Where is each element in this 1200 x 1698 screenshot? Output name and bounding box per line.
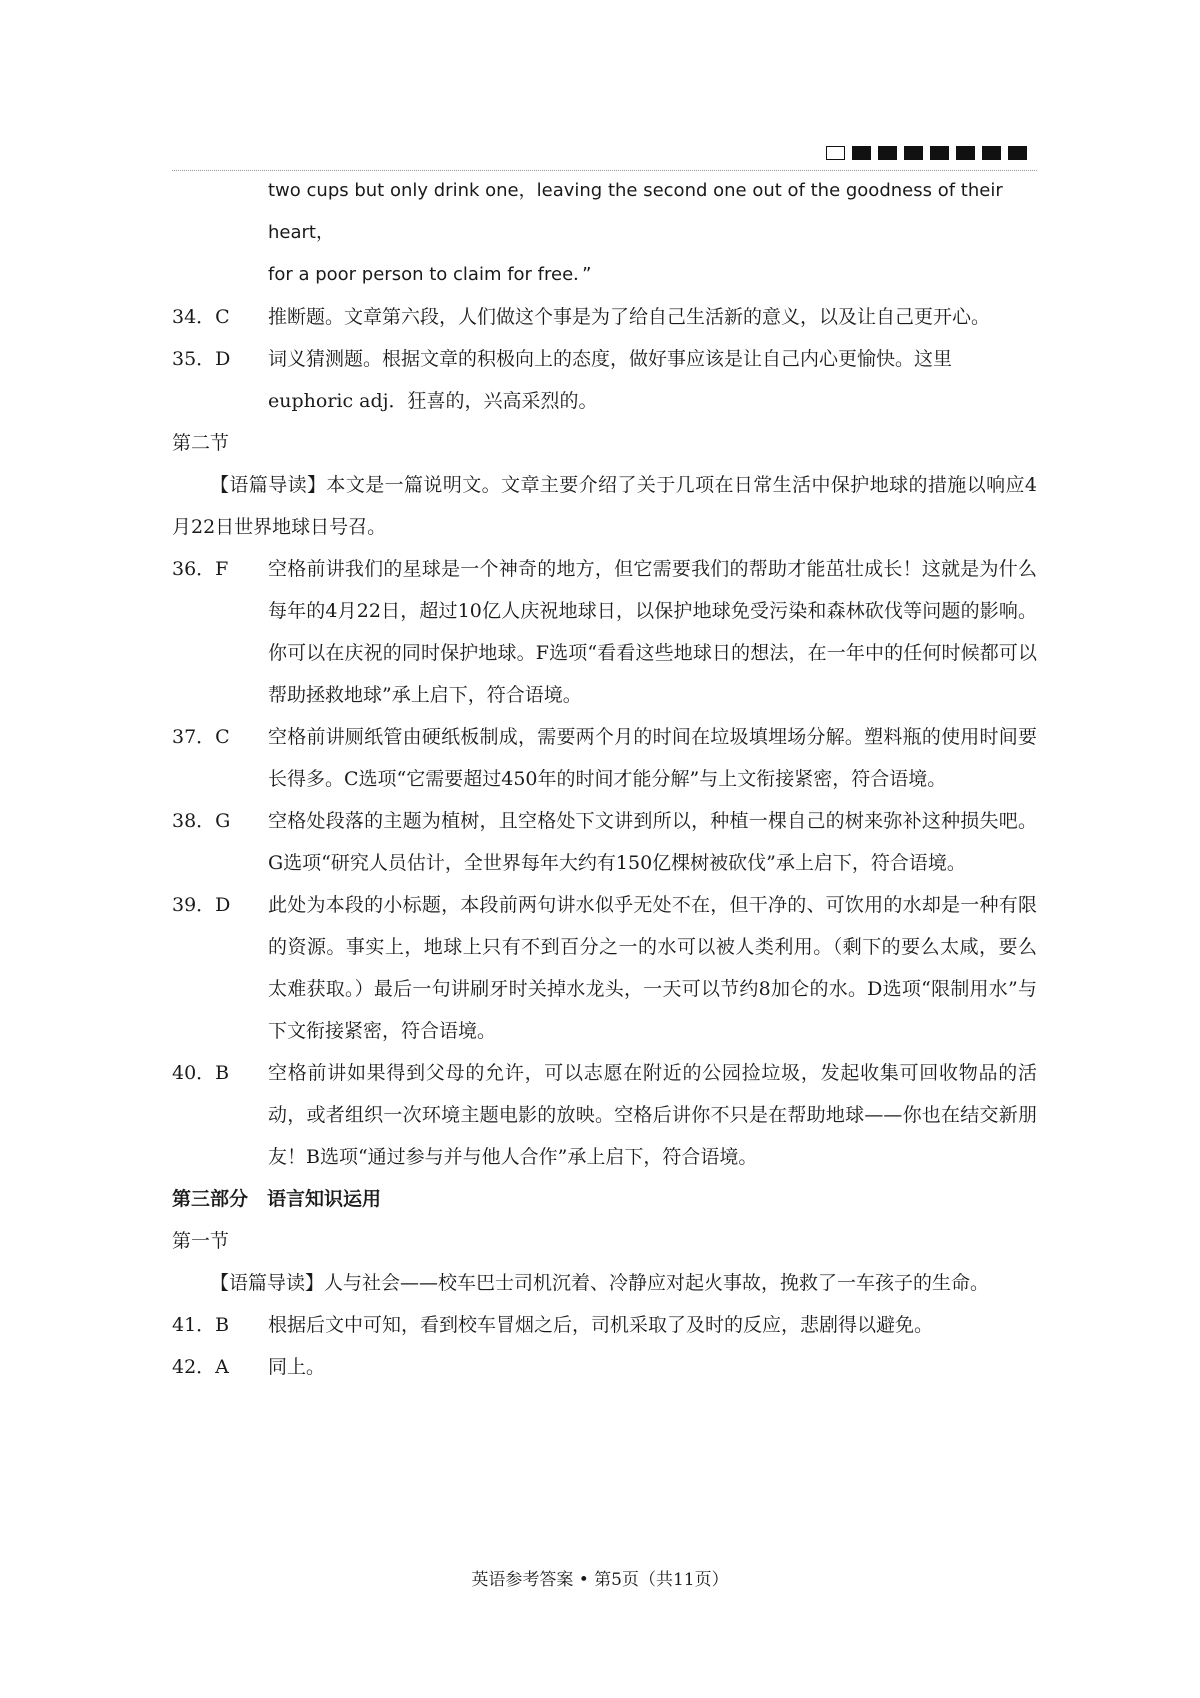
page-content [172, 170, 1037, 1388]
continuation-line: for a poor person to claim for free．” [268, 264, 592, 285]
answer-item [172, 1346, 1037, 1388]
answer-explanation: 空格前讲如果得到父母的允许，可以志愿在附近的公园捡垃圾，发起收集可回收物品的活动，或者组织一次环境主题电影的放映。空格后讲你不只是在帮助地球——你也在结交新朋友！B选项“通过参与并与他人合作”承上启下，符合语境。 [268, 1062, 1037, 1168]
answer-explanation: 根据后文中可知，看到校车冒烟之后，司机采取了及时的反应，悲剧得以避免。 [268, 1314, 934, 1336]
continuation-line: two cups but only drink one，leaving the second one out of the goodness of their heart， [268, 180, 1003, 243]
answer-item [172, 800, 1037, 884]
answer-number: 38．G [172, 810, 231, 832]
header-mark [826, 146, 845, 160]
answer-explanation: 空格前讲我们的星球是一个神奇的地方，但它需要我们的帮助才能茁壮成长！这就是为什么每年的4月22日，超过10亿人庆祝地球日，以保护地球免受污染和森林砍伐等问题的影响。你可以在庆祝的同时保护地球。F选项“看看这些地球日的想法，在一年中的任何时候都可以帮助拯救地球”承上启下，符合语境。 [268, 558, 1037, 706]
header-marks [826, 146, 1027, 160]
answer-number: 36．F [172, 558, 229, 580]
section-title: 第二节 [172, 432, 230, 454]
answer-number: 40．B [172, 1062, 230, 1084]
answer-number: 39．D [172, 894, 231, 916]
answer-item [172, 296, 1037, 338]
answer-explanation: 此处为本段的小标题，本段前两句讲水似乎无处不在，但干净的、可饮用的水却是一种有限的资源。事实上，地球上只有不到百分之一的水可以被人类利用。（剩下的要么太咸，要么太难获取。）最后一句讲刷牙时关掉水龙头，一天可以节约8加仑的水。D选项“限制用水”与下文衔接紧密，符合语境。 [268, 894, 1037, 1042]
header-mark [1008, 146, 1027, 160]
header-mark [852, 146, 871, 160]
answer-item [172, 1304, 1037, 1346]
answer-item [172, 338, 1037, 422]
answer-item [172, 548, 1037, 716]
answer-explanation: 同上。 [268, 1356, 326, 1378]
answer-item [172, 1052, 1037, 1178]
answer-item [172, 884, 1037, 1052]
answer-item [172, 716, 1037, 800]
page-footer: 英语参考答案 • 第5页（共11页） [471, 1570, 729, 1590]
answer-number: 34．C [172, 306, 230, 328]
passage-intro: 【语篇导读】本文是一篇说明文。文章主要介绍了关于几项在日常生活中保护地球的措施以响应4月22日世界地球日号召。 [172, 474, 1037, 538]
passage-intro: 【语篇导读】人与社会——校车巴士司机沉着、冷静应对起火事故，挽救了一车孩子的生命。 [210, 1272, 990, 1294]
section-title: 第一节 [172, 1230, 230, 1252]
header-mark [930, 146, 949, 160]
answer-explanation: 空格前讲厕纸管由硬纸板制成，需要两个月的时间在垃圾填埋场分解。塑料瓶的使用时间要长得多。C选项“它需要超过450年的时间才能分解”与上文衔接紧密，符合语境。 [268, 726, 1037, 790]
header-mark [956, 146, 975, 160]
answer-explanation-text: 词义猜测题。根据文章的积极向上的态度，做好事应该是让自己内心更愉快。这里 [268, 348, 953, 370]
header-mark [878, 146, 897, 160]
part-title: 第三部分 语言知识运用 [172, 1188, 382, 1210]
answer-number: 35．D [172, 348, 231, 370]
header-mark [904, 146, 923, 160]
vocabulary-note: euphoric adj．狂喜的，兴高采烈的。 [268, 390, 598, 412]
answer-number: 41．B [172, 1314, 230, 1336]
answer-explanation: 推断题。文章第六段，人们做这个事是为了给自己生活新的意义，以及让自己更开心。 [268, 306, 991, 328]
answer-explanation: 空格处段落的主题为植树，且空格处下文讲到所以，种植一棵自己的树来弥补这种损失吧。G选项“研究人员估计，全世界每年大约有150亿棵树被砍伐”承上启下，符合语境。 [268, 810, 1037, 874]
answer-explanation [268, 338, 1037, 422]
answer-number: 37．C [172, 726, 230, 748]
answer-number: 42．A [172, 1356, 229, 1378]
header-mark [982, 146, 1001, 160]
